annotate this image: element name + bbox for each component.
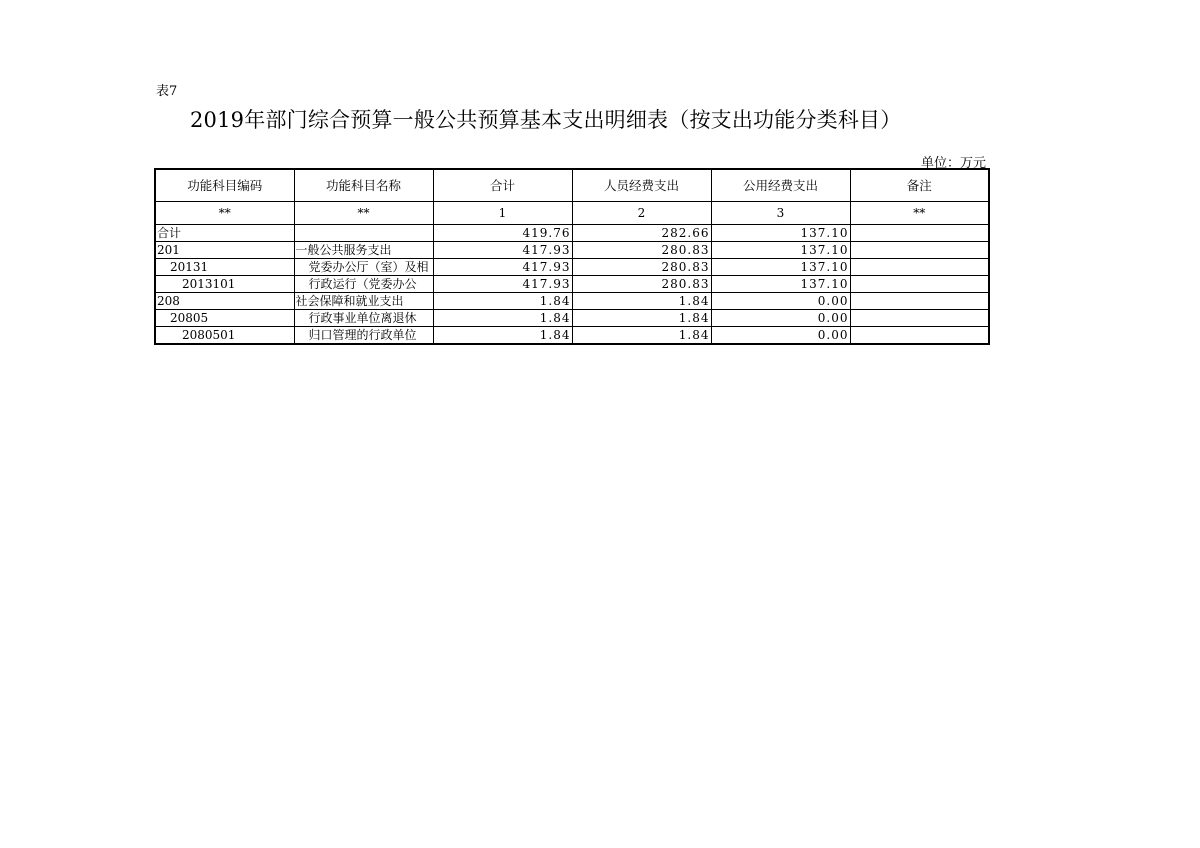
total-cell: 1.84 — [433, 327, 572, 345]
name-cell — [294, 225, 433, 242]
public-cell: 137.10 — [711, 242, 850, 259]
index-row — [155, 202, 989, 225]
code-cell: 20805 — [155, 310, 294, 327]
header-cell-public: 公用经费支出 — [711, 169, 850, 202]
note-cell — [850, 327, 989, 345]
name-cell: 行政运行（党委办公 — [294, 276, 433, 293]
total-cell: 1.84 — [433, 293, 572, 310]
document-title: 2019年部门综合预算一般公共预算基本支出明细表（按支出功能分类科目） — [190, 108, 902, 132]
table-row — [155, 242, 989, 259]
table-row — [155, 225, 989, 242]
public-cell: 137.10 — [711, 259, 850, 276]
header-cell-note: 备注 — [850, 169, 989, 202]
header-cell-name: 功能科目名称 — [294, 169, 433, 202]
index-cell: ** — [294, 202, 433, 225]
code-cell: 201 — [155, 242, 294, 259]
public-cell: 0.00 — [711, 327, 850, 345]
personnel-cell: 1.84 — [572, 293, 711, 310]
code-cell: 208 — [155, 293, 294, 310]
table-row — [155, 259, 989, 276]
personnel-cell: 1.84 — [572, 310, 711, 327]
table-row — [155, 310, 989, 327]
personnel-cell: 1.84 — [572, 327, 711, 345]
note-cell — [850, 310, 989, 327]
budget-table — [154, 168, 990, 345]
personnel-cell: 280.83 — [572, 276, 711, 293]
total-cell: 419.76 — [433, 225, 572, 242]
table-row — [155, 327, 989, 345]
index-cell: 1 — [433, 202, 572, 225]
total-cell: 417.93 — [433, 259, 572, 276]
index-cell: 2 — [572, 202, 711, 225]
personnel-cell: 280.83 — [572, 259, 711, 276]
code-cell: 合计 — [155, 225, 294, 242]
note-cell — [850, 293, 989, 310]
total-cell: 417.93 — [433, 276, 572, 293]
code-cell: 2080501 — [155, 327, 294, 345]
note-cell — [850, 225, 989, 242]
total-cell: 1.84 — [433, 310, 572, 327]
index-cell: 3 — [711, 202, 850, 225]
name-cell: 党委办公厅（室）及相 — [294, 259, 433, 276]
note-cell — [850, 276, 989, 293]
name-cell: 社会保障和就业支出 — [294, 293, 433, 310]
public-cell: 0.00 — [711, 310, 850, 327]
unit-note: 单位：万元 — [920, 156, 986, 171]
index-cell: ** — [155, 202, 294, 225]
header-row — [155, 169, 989, 202]
note-cell — [850, 259, 989, 276]
code-cell: 2013101 — [155, 276, 294, 293]
header-cell-code: 功能科目编码 — [155, 169, 294, 202]
header-cell-total: 合计 — [433, 169, 572, 202]
table-row — [155, 293, 989, 310]
code-cell: 20131 — [155, 259, 294, 276]
name-cell: 一般公共服务支出 — [294, 242, 433, 259]
table-label: 表7 — [156, 84, 178, 99]
total-cell: 417.93 — [433, 242, 572, 259]
public-cell: 137.10 — [711, 225, 850, 242]
public-cell: 137.10 — [711, 276, 850, 293]
public-cell: 0.00 — [711, 293, 850, 310]
index-cell: ** — [850, 202, 989, 225]
name-cell: 归口管理的行政单位 — [294, 327, 433, 345]
header-cell-personnel: 人员经费支出 — [572, 169, 711, 202]
note-cell — [850, 242, 989, 259]
personnel-cell: 282.66 — [572, 225, 711, 242]
personnel-cell: 280.83 — [572, 242, 711, 259]
table-row — [155, 276, 989, 293]
name-cell: 行政事业单位离退休 — [294, 310, 433, 327]
